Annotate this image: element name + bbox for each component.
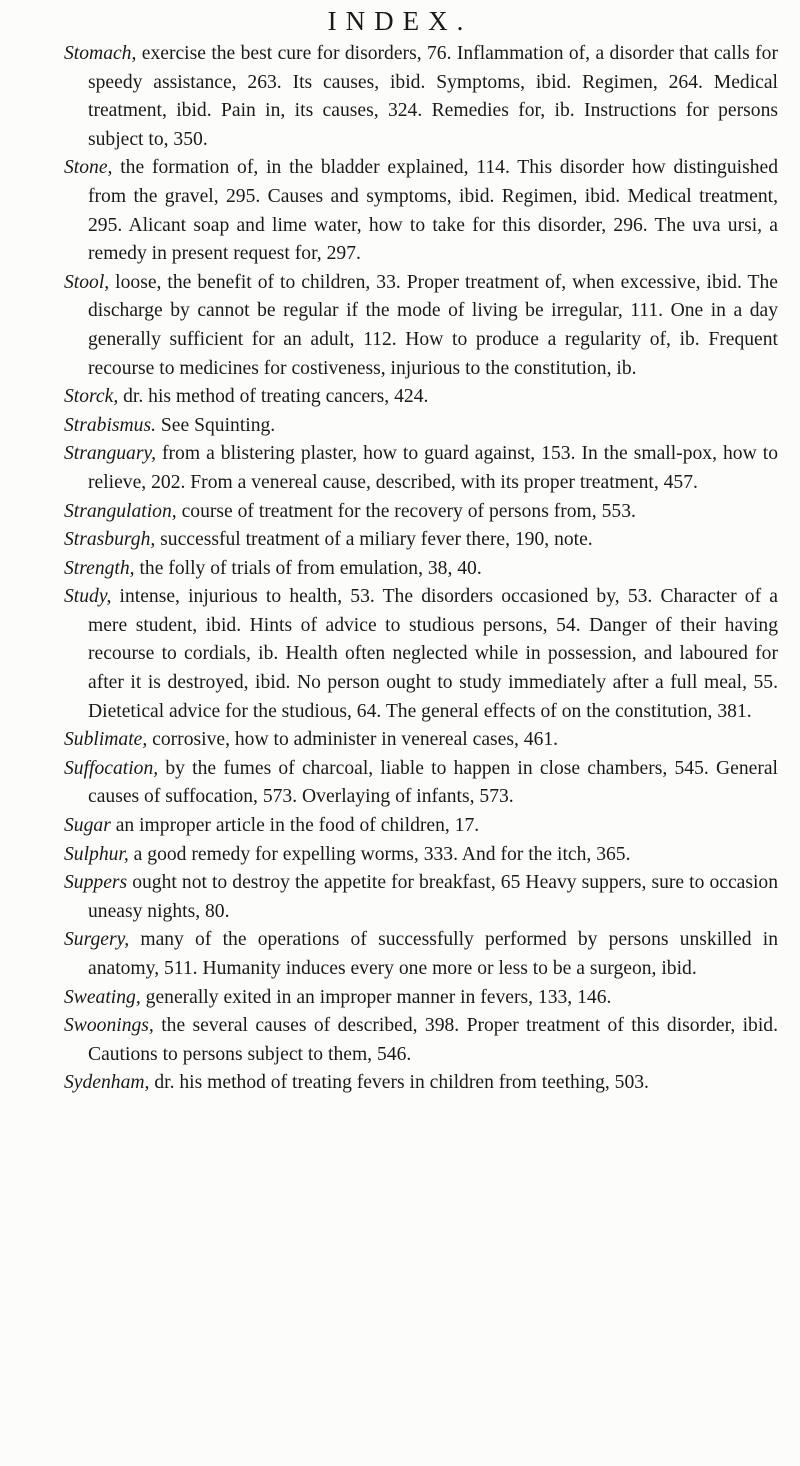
entry-text: See Squinting.: [156, 414, 276, 436]
entry-text: the several causes of described, 398. Proper treatment of this disorder, ibid. Cautions to persons subject to them, 546.: [88, 1015, 778, 1065]
entry-text: a good remedy for expelling worms, 333. And for the itch, 365.: [128, 843, 631, 865]
entry-headword: Strasburgh,: [64, 529, 156, 551]
entry-headword: Swoonings,: [64, 1015, 154, 1037]
entry-text: the folly of trials of from emulation, 38, 40.: [134, 557, 482, 579]
entry-headword: Strangulation,: [64, 500, 177, 522]
entry-text: dr. his method of treating fevers in children from teething, 503.: [149, 1072, 649, 1094]
entry-text: course of treatment for the recovery of persons from, 553.: [176, 500, 636, 522]
index-entry: [64, 812, 778, 841]
index-entry: [64, 154, 778, 268]
entry-text: successful treatment of a miliary fever there, 190, note.: [155, 529, 593, 551]
index-entry: [64, 1069, 778, 1098]
entry-text: an improper article in the food of children, 17.: [110, 815, 480, 837]
index-entry: [64, 498, 778, 527]
entry-headword: Strabismus.: [64, 414, 156, 436]
entry-headword: Study,: [64, 586, 112, 608]
entry-text: generally exited in an improper manner in fevers, 133, 146.: [140, 986, 612, 1008]
entry-headword: Stone,: [64, 157, 113, 179]
entry-text: the formation of, in the bladder explained, 114. This disorder how distinguished from the gravel, 295. Causes and symptoms, ibid. Regimen, ibid. Medical treatment, 295. Alicant soap and lime water, how to take for this disorder, 296. The uva ursi, a remedy in present request for, 297.: [88, 157, 778, 265]
entry-headword: Sugar: [64, 815, 111, 837]
entry-headword: Sulphur,: [64, 843, 129, 865]
entry-text: corrosive, how to administer in venereal cases, 461.: [147, 729, 559, 751]
index-entry: [64, 583, 778, 726]
index-entry: [64, 926, 778, 983]
index-entry: [64, 841, 778, 870]
entry-text: intense, injurious to health, 53. The disorders occasioned by, 53. Character of a mere student, ibid. Hints of advice to studious persons, 54. Danger of their having recourse to cordials, ib. Health often neglected while in possession, and laboured for after it is destroyed, ibid. No person ought to study immediately after a full meal, 55. Dietetical advice for the studious, 64. The general effects of on the constitution, 381.: [88, 586, 778, 722]
entry-headword: Stool,: [64, 271, 110, 293]
entry-headword: Sublimate,: [64, 729, 148, 751]
entry-text: ought not to destroy the appetite for breakfast, 65 Heavy suppers, sure to occasion uneasy nights, 80.: [88, 872, 778, 922]
entry-headword: Surgery,: [64, 929, 130, 951]
index-entry: [64, 555, 778, 584]
entry-text: many of the operations of successfully performed by persons unskilled in anatomy, 511. Humanity induces every one more or less to be a surgeon, ibid.: [88, 929, 778, 979]
entry-headword: Sydenham,: [64, 1072, 150, 1094]
index-entry: [64, 40, 778, 154]
index-entry: [64, 869, 778, 926]
index-entry: [64, 755, 778, 812]
index-entry: [64, 984, 778, 1013]
index-entry: [64, 440, 778, 497]
index-entry: [64, 1012, 778, 1069]
entry-headword: Strength,: [64, 557, 135, 579]
index-entry: [64, 383, 778, 412]
running-head: INDEX.: [327, 6, 473, 36]
entry-headword: Stomach,: [64, 43, 137, 64]
entry-headword: Suppers: [64, 872, 128, 894]
entry-headword: Sweating,: [64, 986, 141, 1008]
entry-headword: Storck,: [64, 386, 119, 408]
entry-text: from a blistering plaster, how to guard against, 153. In the small-pox, how to relieve, 202. From a venereal cause, described, with its proper treatment, 457.: [88, 443, 778, 493]
index-entry: [64, 726, 778, 755]
index-entry: [64, 269, 778, 383]
entry-text: dr. his method of treating cancers, 424.: [118, 386, 429, 408]
entry-headword: Suffocation,: [64, 757, 159, 779]
entry-headword: Stranguary,: [64, 443, 156, 465]
entry-text: by the fumes of charcoal, liable to happen in close chambers, 545. General causes of suffocation, 573. Overlaying of infants, 573.: [88, 757, 778, 808]
index-entry: [64, 526, 778, 555]
index-entry: [64, 412, 778, 441]
index-column: [64, 40, 778, 1098]
entry-text: loose, the benefit of to children, 33. Proper treatment of, when excessive, ibid. The discharge by cannot be regular if the mode of living be irregular, 111. One in a day generally sufficient for an adult, 112. How to produce a regularity of, ib. Frequent recourse to medicines for costiveness, injurious to the constitution, ib.: [88, 271, 778, 379]
entry-text: exercise the best cure for disorders, 76. Inflammation of, a disorder that calls for speedy assistance, 263. Its causes, ibid. Symptoms, ibid. Regimen, 264. Medical treatment, ibid. Pain in, its causes, 324. Remedies for, ib. Instructions for persons subject to, 350.: [88, 43, 778, 150]
